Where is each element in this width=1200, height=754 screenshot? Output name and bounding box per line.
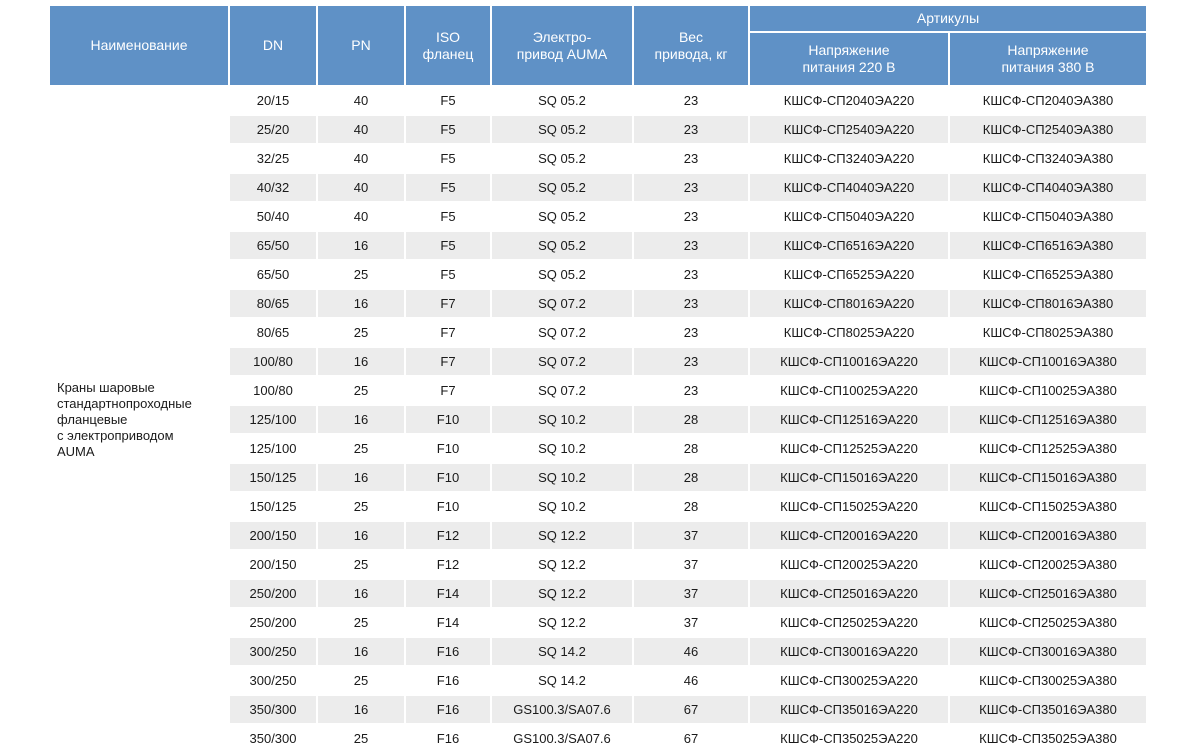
cell-article-220: КШСФ-СП10016ЭА220 bbox=[750, 348, 948, 375]
product-name-line1: Краны шаровые bbox=[57, 379, 155, 395]
cell-article-220: КШСФ-СП15016ЭА220 bbox=[750, 464, 948, 491]
cell-article-220: КШСФ-СП12516ЭА220 bbox=[750, 406, 948, 433]
cell-pn: 40 bbox=[318, 203, 404, 230]
cell-drive: SQ 05.2 bbox=[492, 116, 632, 143]
cell-weight: 23 bbox=[634, 290, 748, 317]
cell-article-380: КШСФ-СП8016ЭА380 bbox=[950, 290, 1146, 317]
cell-article-380: КШСФ-СП30025ЭА380 bbox=[950, 667, 1146, 694]
cell-article-380: КШСФ-СП30016ЭА380 bbox=[950, 638, 1146, 665]
cell-weight: 37 bbox=[634, 580, 748, 607]
header-pn-label: PN bbox=[351, 37, 371, 53]
cell-pn: 16 bbox=[318, 696, 404, 723]
cell-article-380: КШСФ-СП12516ЭА380 bbox=[950, 406, 1146, 433]
cell-drive: SQ 14.2 bbox=[492, 638, 632, 665]
header-v380-line1: Напряжение bbox=[1007, 42, 1089, 58]
cell-weight: 23 bbox=[634, 377, 748, 404]
cell-dn: 100/80 bbox=[230, 377, 316, 404]
cell-iso: F5 bbox=[406, 87, 490, 114]
cell-weight: 23 bbox=[634, 203, 748, 230]
cell-pn: 16 bbox=[318, 348, 404, 375]
cell-pn: 25 bbox=[318, 667, 404, 694]
cell-weight: 23 bbox=[634, 348, 748, 375]
cell-drive: SQ 05.2 bbox=[492, 203, 632, 230]
header-dn-label: DN bbox=[262, 37, 284, 53]
cell-drive: SQ 12.2 bbox=[492, 580, 632, 607]
header-v380-line2: питания 380 В bbox=[1001, 59, 1095, 75]
cell-article-380: КШСФ-СП35025ЭА380 bbox=[950, 725, 1146, 752]
cell-article-220: КШСФ-СП10025ЭА220 bbox=[750, 377, 948, 404]
cell-pn: 16 bbox=[318, 580, 404, 607]
header-electric-drive bbox=[492, 6, 632, 85]
cell-dn: 150/125 bbox=[230, 464, 316, 491]
cell-drive: SQ 05.2 bbox=[492, 145, 632, 172]
cell-dn: 150/125 bbox=[230, 493, 316, 520]
cell-article-220: КШСФ-СП6525ЭА220 bbox=[750, 261, 948, 288]
cell-iso: F10 bbox=[406, 464, 490, 491]
cell-dn: 32/25 bbox=[230, 145, 316, 172]
cell-weight: 28 bbox=[634, 435, 748, 462]
cell-article-220: КШСФ-СП15025ЭА220 bbox=[750, 493, 948, 520]
cell-article-380: КШСФ-СП6516ЭА380 bbox=[950, 232, 1146, 259]
cell-pn: 25 bbox=[318, 725, 404, 752]
cell-article-220: КШСФ-СП25025ЭА220 bbox=[750, 609, 948, 636]
cell-weight: 23 bbox=[634, 319, 748, 346]
cell-article-220: КШСФ-СП20016ЭА220 bbox=[750, 522, 948, 549]
cell-dn: 125/100 bbox=[230, 406, 316, 433]
cell-dn: 200/150 bbox=[230, 522, 316, 549]
cell-iso: F5 bbox=[406, 116, 490, 143]
cell-article-380: КШСФ-СП2040ЭА380 bbox=[950, 87, 1146, 114]
cell-drive: SQ 10.2 bbox=[492, 406, 632, 433]
cell-drive: SQ 12.2 bbox=[492, 609, 632, 636]
header-drive-line2: привод AUMA bbox=[516, 45, 608, 62]
cell-iso: F7 bbox=[406, 290, 490, 317]
cell-drive: SQ 10.2 bbox=[492, 493, 632, 520]
cell-iso: F7 bbox=[406, 377, 490, 404]
cell-article-380: КШСФ-СП2540ЭА380 bbox=[950, 116, 1146, 143]
cell-weight: 23 bbox=[634, 261, 748, 288]
cell-weight: 37 bbox=[634, 609, 748, 636]
header-v220-line1: Напряжение bbox=[808, 42, 890, 58]
cell-dn: 300/250 bbox=[230, 638, 316, 665]
product-name-cell bbox=[50, 87, 228, 752]
cell-drive: GS100.3/SA07.6 bbox=[492, 725, 632, 752]
header-articles-label: Артикулы bbox=[916, 10, 980, 26]
cell-weight: 23 bbox=[634, 232, 748, 259]
cell-dn: 300/250 bbox=[230, 667, 316, 694]
cell-weight: 67 bbox=[634, 725, 748, 752]
cell-article-380: КШСФ-СП15025ЭА380 bbox=[950, 493, 1146, 520]
cell-drive: SQ 07.2 bbox=[492, 319, 632, 346]
header-drive-line1: Электро- bbox=[532, 28, 592, 45]
cell-pn: 25 bbox=[318, 493, 404, 520]
header-name-label: Наименование bbox=[90, 37, 188, 53]
table-body bbox=[50, 87, 1146, 752]
cell-weight: 28 bbox=[634, 464, 748, 491]
cell-dn: 250/200 bbox=[230, 580, 316, 607]
cell-drive: SQ 05.2 bbox=[492, 174, 632, 201]
cell-iso: F16 bbox=[406, 725, 490, 752]
cell-pn: 16 bbox=[318, 406, 404, 433]
product-name bbox=[57, 380, 217, 460]
cell-article-220: КШСФ-СП25016ЭА220 bbox=[750, 580, 948, 607]
cell-article-380: КШСФ-СП8025ЭА380 bbox=[950, 319, 1146, 346]
cell-weight: 23 bbox=[634, 116, 748, 143]
header-weight-line2: привода, кг bbox=[654, 45, 728, 62]
cell-article-220: КШСФ-СП2040ЭА220 bbox=[750, 87, 948, 114]
header-voltage-220 bbox=[750, 33, 948, 85]
cell-iso: F5 bbox=[406, 145, 490, 172]
cell-weight: 67 bbox=[634, 696, 748, 723]
header-name bbox=[50, 6, 228, 85]
cell-article-220: КШСФ-СП35025ЭА220 bbox=[750, 725, 948, 752]
cell-drive: SQ 12.2 bbox=[492, 551, 632, 578]
cell-article-220: КШСФ-СП3240ЭА220 bbox=[750, 145, 948, 172]
header-drive-weight bbox=[634, 6, 748, 85]
cell-iso: F5 bbox=[406, 232, 490, 259]
product-name-line2: стандартнопроходные bbox=[57, 395, 192, 411]
header-weight-line1: Вес bbox=[678, 28, 704, 45]
cell-article-220: КШСФ-СП30016ЭА220 bbox=[750, 638, 948, 665]
cell-dn: 350/300 bbox=[230, 696, 316, 723]
cell-iso: F7 bbox=[406, 348, 490, 375]
cell-article-380: КШСФ-СП20016ЭА380 bbox=[950, 522, 1146, 549]
cell-pn: 16 bbox=[318, 464, 404, 491]
cell-pn: 25 bbox=[318, 609, 404, 636]
cell-pn: 25 bbox=[318, 551, 404, 578]
cell-dn: 40/32 bbox=[230, 174, 316, 201]
cell-iso: F10 bbox=[406, 406, 490, 433]
cell-dn: 80/65 bbox=[230, 319, 316, 346]
cell-drive: SQ 10.2 bbox=[492, 435, 632, 462]
cell-dn: 65/50 bbox=[230, 261, 316, 288]
cell-iso: F5 bbox=[406, 203, 490, 230]
cell-article-220: КШСФ-СП8025ЭА220 bbox=[750, 319, 948, 346]
cell-pn: 16 bbox=[318, 290, 404, 317]
cell-drive: SQ 05.2 bbox=[492, 261, 632, 288]
header-dn bbox=[230, 6, 316, 85]
cell-dn: 250/200 bbox=[230, 609, 316, 636]
cell-weight: 37 bbox=[634, 522, 748, 549]
cell-iso: F7 bbox=[406, 319, 490, 346]
cell-weight: 37 bbox=[634, 551, 748, 578]
product-name-line4: с электроприводом bbox=[57, 427, 174, 443]
cell-article-380: КШСФ-СП10016ЭА380 bbox=[950, 348, 1146, 375]
cell-pn: 16 bbox=[318, 232, 404, 259]
cell-iso: F12 bbox=[406, 551, 490, 578]
cell-pn: 16 bbox=[318, 522, 404, 549]
cell-iso: F10 bbox=[406, 493, 490, 520]
header-v220-line2: питания 220 В bbox=[802, 59, 896, 75]
cell-iso: F16 bbox=[406, 696, 490, 723]
cell-pn: 25 bbox=[318, 377, 404, 404]
cell-article-380: КШСФ-СП15016ЭА380 bbox=[950, 464, 1146, 491]
header-voltage-380 bbox=[950, 33, 1146, 85]
cell-dn: 200/150 bbox=[230, 551, 316, 578]
table-row bbox=[50, 87, 1146, 114]
cell-drive: SQ 10.2 bbox=[492, 464, 632, 491]
cell-article-380: КШСФ-СП25016ЭА380 bbox=[950, 580, 1146, 607]
cell-dn: 65/50 bbox=[230, 232, 316, 259]
cell-article-380: КШСФ-СП35016ЭА380 bbox=[950, 696, 1146, 723]
cell-article-220: КШСФ-СП5040ЭА220 bbox=[750, 203, 948, 230]
cell-pn: 25 bbox=[318, 319, 404, 346]
cell-iso: F16 bbox=[406, 667, 490, 694]
cell-dn: 80/65 bbox=[230, 290, 316, 317]
cell-pn: 40 bbox=[318, 87, 404, 114]
product-name-line5: AUMA bbox=[57, 443, 95, 459]
cell-article-380: КШСФ-СП5040ЭА380 bbox=[950, 203, 1146, 230]
cell-pn: 40 bbox=[318, 174, 404, 201]
cell-iso: F10 bbox=[406, 435, 490, 462]
cell-article-220: КШСФ-СП12525ЭА220 bbox=[750, 435, 948, 462]
cell-iso: F5 bbox=[406, 261, 490, 288]
cell-dn: 20/15 bbox=[230, 87, 316, 114]
product-name-line3: фланцевые bbox=[57, 411, 128, 427]
cell-weight: 23 bbox=[634, 174, 748, 201]
cell-article-220: КШСФ-СП6516ЭА220 bbox=[750, 232, 948, 259]
cell-article-220: КШСФ-СП8016ЭА220 bbox=[750, 290, 948, 317]
cell-weight: 23 bbox=[634, 87, 748, 114]
cell-article-220: КШСФ-СП4040ЭА220 bbox=[750, 174, 948, 201]
cell-article-380: КШСФ-СП12525ЭА380 bbox=[950, 435, 1146, 462]
cell-article-380: КШСФ-СП3240ЭА380 bbox=[950, 145, 1146, 172]
header-iso-line2: фланец bbox=[422, 45, 474, 62]
cell-weight: 23 bbox=[634, 145, 748, 172]
cell-drive: SQ 07.2 bbox=[492, 348, 632, 375]
cell-pn: 25 bbox=[318, 435, 404, 462]
cell-drive: GS100.3/SA07.6 bbox=[492, 696, 632, 723]
cell-article-220: КШСФ-СП2540ЭА220 bbox=[750, 116, 948, 143]
cell-article-380: КШСФ-СП20025ЭА380 bbox=[950, 551, 1146, 578]
cell-weight: 46 bbox=[634, 667, 748, 694]
header-articles bbox=[750, 6, 1146, 31]
cell-article-220: КШСФ-СП30025ЭА220 bbox=[750, 667, 948, 694]
cell-article-220: КШСФ-СП35016ЭА220 bbox=[750, 696, 948, 723]
cell-pn: 25 bbox=[318, 261, 404, 288]
cell-weight: 28 bbox=[634, 493, 748, 520]
cell-pn: 16 bbox=[318, 638, 404, 665]
cell-drive: SQ 07.2 bbox=[492, 290, 632, 317]
cell-iso: F16 bbox=[406, 638, 490, 665]
header-iso-line1: ISO bbox=[435, 28, 461, 45]
cell-iso: F12 bbox=[406, 522, 490, 549]
cell-article-220: КШСФ-СП20025ЭА220 bbox=[750, 551, 948, 578]
cell-article-380: КШСФ-СП4040ЭА380 bbox=[950, 174, 1146, 201]
cell-drive: SQ 05.2 bbox=[492, 87, 632, 114]
cell-drive: SQ 12.2 bbox=[492, 522, 632, 549]
cell-iso: F14 bbox=[406, 580, 490, 607]
cell-dn: 25/20 bbox=[230, 116, 316, 143]
cell-pn: 40 bbox=[318, 116, 404, 143]
cell-drive: SQ 14.2 bbox=[492, 667, 632, 694]
cell-drive: SQ 05.2 bbox=[492, 232, 632, 259]
cell-dn: 125/100 bbox=[230, 435, 316, 462]
cell-weight: 46 bbox=[634, 638, 748, 665]
cell-iso: F5 bbox=[406, 174, 490, 201]
cell-iso: F14 bbox=[406, 609, 490, 636]
cell-article-380: КШСФ-СП10025ЭА380 bbox=[950, 377, 1146, 404]
cell-weight: 28 bbox=[634, 406, 748, 433]
cell-pn: 40 bbox=[318, 145, 404, 172]
cell-drive: SQ 07.2 bbox=[492, 377, 632, 404]
cell-dn: 50/40 bbox=[230, 203, 316, 230]
cell-dn: 350/300 bbox=[230, 725, 316, 752]
valve-spec-table bbox=[48, 4, 1148, 754]
table-header bbox=[50, 6, 1146, 85]
cell-article-380: КШСФ-СП25025ЭА380 bbox=[950, 609, 1146, 636]
header-iso-flange bbox=[406, 6, 490, 85]
header-pn bbox=[318, 6, 404, 85]
cell-dn: 100/80 bbox=[230, 348, 316, 375]
cell-article-380: КШСФ-СП6525ЭА380 bbox=[950, 261, 1146, 288]
